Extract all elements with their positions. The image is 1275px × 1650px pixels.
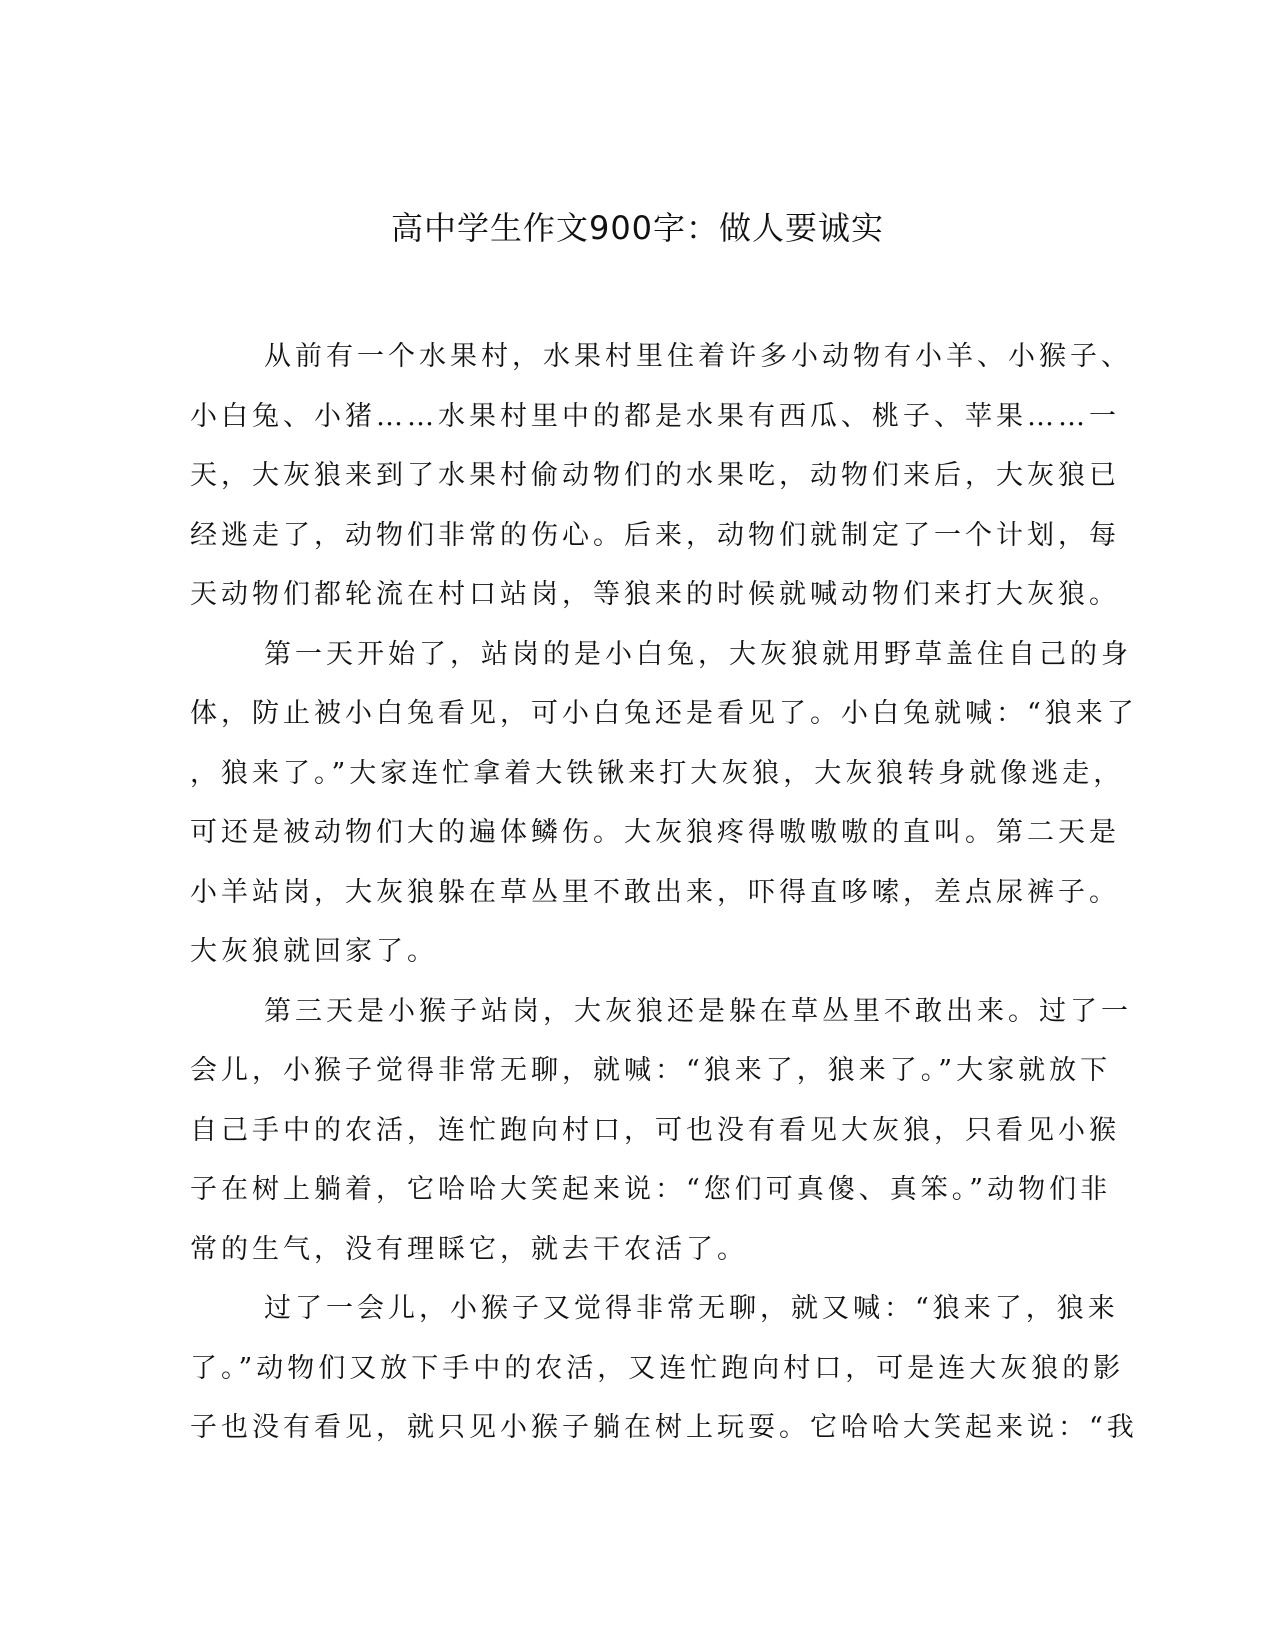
text-line: 第一天开始了，站岗的是小白兔，大灰狼就用野草盖住自己的身 [264,638,1132,670]
text-line: 过了一会儿，小猴子又觉得非常无聊，就又喊：“狼来了，狼来 [264,1293,1119,1324]
text-line: 第三天是小猴子站岗，大灰狼还是躲在草丛里不敢出来。过了一 [264,995,1132,1027]
text-line: 可还是被动物们大的遍体鳞伤。大灰狼疼得嗷嗷嗷的直叫。第二天是 [190,817,1120,848]
text-line: 子在树上躺着，它哈哈大笑起来说：“您们可真傻、真笨。”动物们非 [190,1174,1112,1205]
text-line: 经逃走了，动物们非常的伤心。后来，动物们就制定了一个计划，每 [190,519,1120,551]
text-line: 常的生气，没有理睬它，就去干农活了。 [190,1233,748,1265]
document-body [190,327,1138,1458]
text-line: 了。”动物们又放下手中的农活，又连忙跑向村口，可是连大灰狼的影 [190,1352,1125,1384]
text-line: 体，防止被小白兔看见，可小白兔还是看见了。小白兔就喊：“狼来了 [190,698,1138,729]
text-line: 会儿，小猴子觉得非常无聊，就喊：“狼来了，狼来了。”大家就放下 [190,1055,1112,1086]
text-line: 子也没有看见，就只见小猴子躺在树上玩耍。它哈哈大笑起来说：“我 [190,1412,1138,1443]
text-line: 天动物们都轮流在村口站岗，等狼来的时候就喊动物们来打大灰狼。 [190,579,1120,610]
text-line: 天，大灰狼来到了水果村偷动物们的水果吃，动物们来后，大灰狼已 [190,460,1120,491]
text-line: 自己手中的农活，连忙跑向村口，可也没有看见大灰狼，只看见小猴 [190,1114,1120,1146]
text-line: 从前有一个水果村，水果村里住着许多小动物有小羊、小猴子、 [264,341,1132,372]
text-line: ，狼来了。”大家连忙拿着大铁锹来打大灰狼，大灰狼转身就像逃走， [190,757,1125,789]
text-line: 小白兔、小猪……水果村里中的都是水果有西瓜、桃子、苹果……一 [190,400,1120,432]
text-line: 小羊站岗，大灰狼躲在草丛里不敢出来，吓得直哆嗦，差点尿裤子。 [190,876,1120,908]
document-title: 高中学生作文900字：做人要诚实 [390,209,885,247]
text-line: 大灰狼就回家了。 [190,936,438,967]
